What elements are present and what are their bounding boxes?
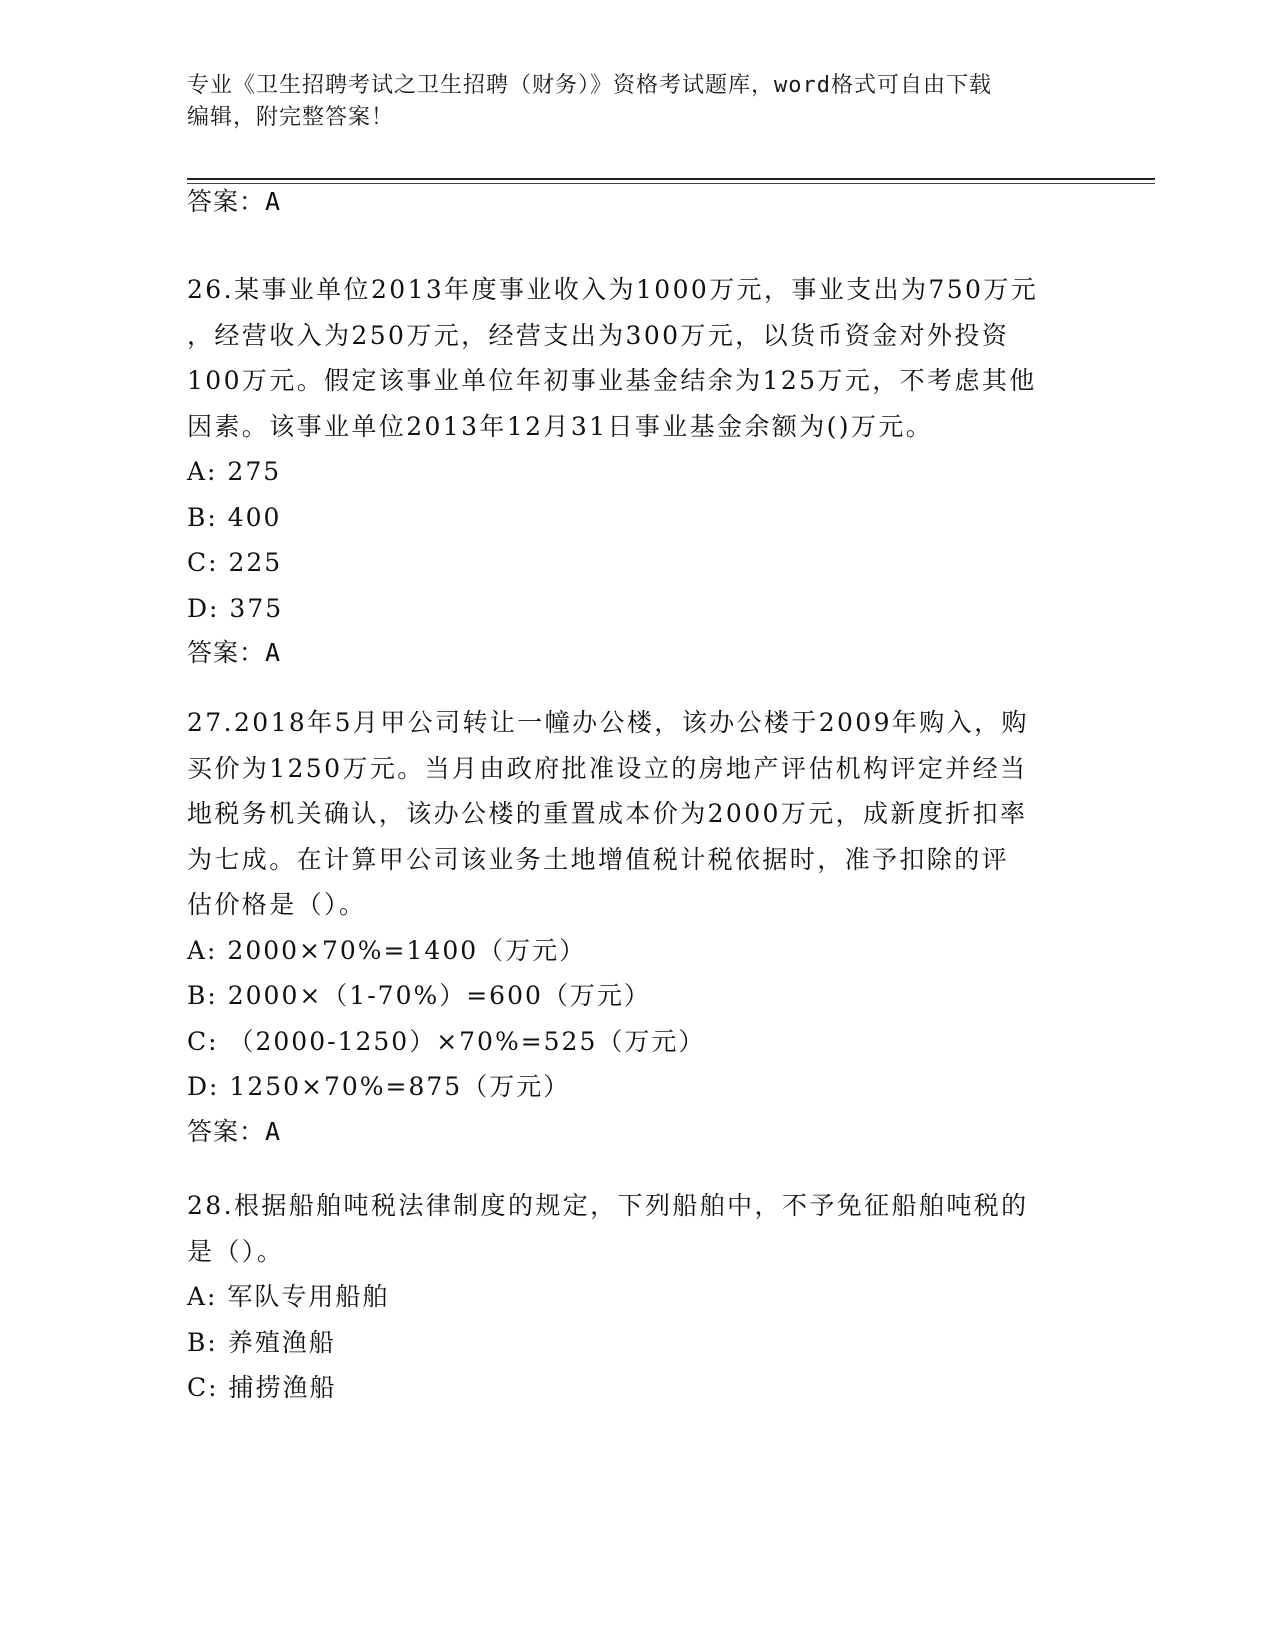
option-a: A: 军队专用船舶 [187, 1282, 390, 1311]
option-a: A: 2000×70%=1400（万元） [187, 935, 587, 965]
option-d: D: 1250×70%=875（万元） [187, 1072, 571, 1101]
question-text-line: 因素。该事业单位2013年12月31日事业基金余额为()万元。 [187, 411, 934, 441]
question-text-line: 100万元。假定该事业单位年初事业基金结余为125万元，不考虑其他 [187, 366, 1037, 395]
question-text-line: 是（）。 [187, 1236, 285, 1266]
question-text-line: 28.根据船舶吨税法律制度的规定，下列船舶中，不予免征船舶吨税的 [187, 1191, 1029, 1220]
option-d: D: 375 [187, 593, 284, 623]
answer: 答案：A [187, 1116, 282, 1146]
question-27 [187, 700, 1087, 1154]
question-text-line: 27.2018年5月甲公司转让一幢办公楼，该办公楼于2009年购入，购 [187, 708, 1029, 737]
question-text-line: 为七成。在计算甲公司该业务土地增值税计税依据时，准予扣除的评 [187, 844, 1010, 874]
option-c: C: （2000-1250）×70%=525（万元） [187, 1026, 706, 1056]
question-text-line: 地税务机关确认，该办公楼的重置成本价为2000万元，成新度折扣率 [187, 799, 1028, 828]
answer: 答案：A [187, 638, 282, 667]
option-a: A: 275 [187, 457, 282, 486]
question-text-line: 买价为1250万元。当月由政府批准设立的房地产评估机构评定并经当 [187, 753, 1028, 783]
question-text-line: 26.某事业单位2013年度事业收入为1000万元，事业支出为750万元 [187, 275, 1039, 304]
option-b: B: 400 [187, 502, 282, 532]
question-text-line: 估价格是（）。 [187, 890, 367, 919]
previous-answer: 答案：A [187, 187, 282, 216]
question-28 [187, 1183, 1087, 1411]
option-b: B: 2000×（1-70%）=600（万元） [187, 981, 651, 1010]
header-line-2: 编辑，附完整答案！ [187, 105, 395, 130]
document-header [187, 70, 1067, 134]
question-26 [187, 267, 1087, 675]
question-text-line: ，经营收入为250万元，经营支出为300万元，以货币资金对外投资 [187, 320, 1010, 350]
option-c: C: 捕捞渔船 [187, 1373, 337, 1402]
header-line-1: 专业《卫生招聘考试之卫生招聘（财务）》资格考试题库，word格式可自由下载 [187, 73, 992, 98]
option-c: C: 225 [187, 548, 283, 577]
option-b: B: 养殖渔船 [187, 1327, 336, 1357]
